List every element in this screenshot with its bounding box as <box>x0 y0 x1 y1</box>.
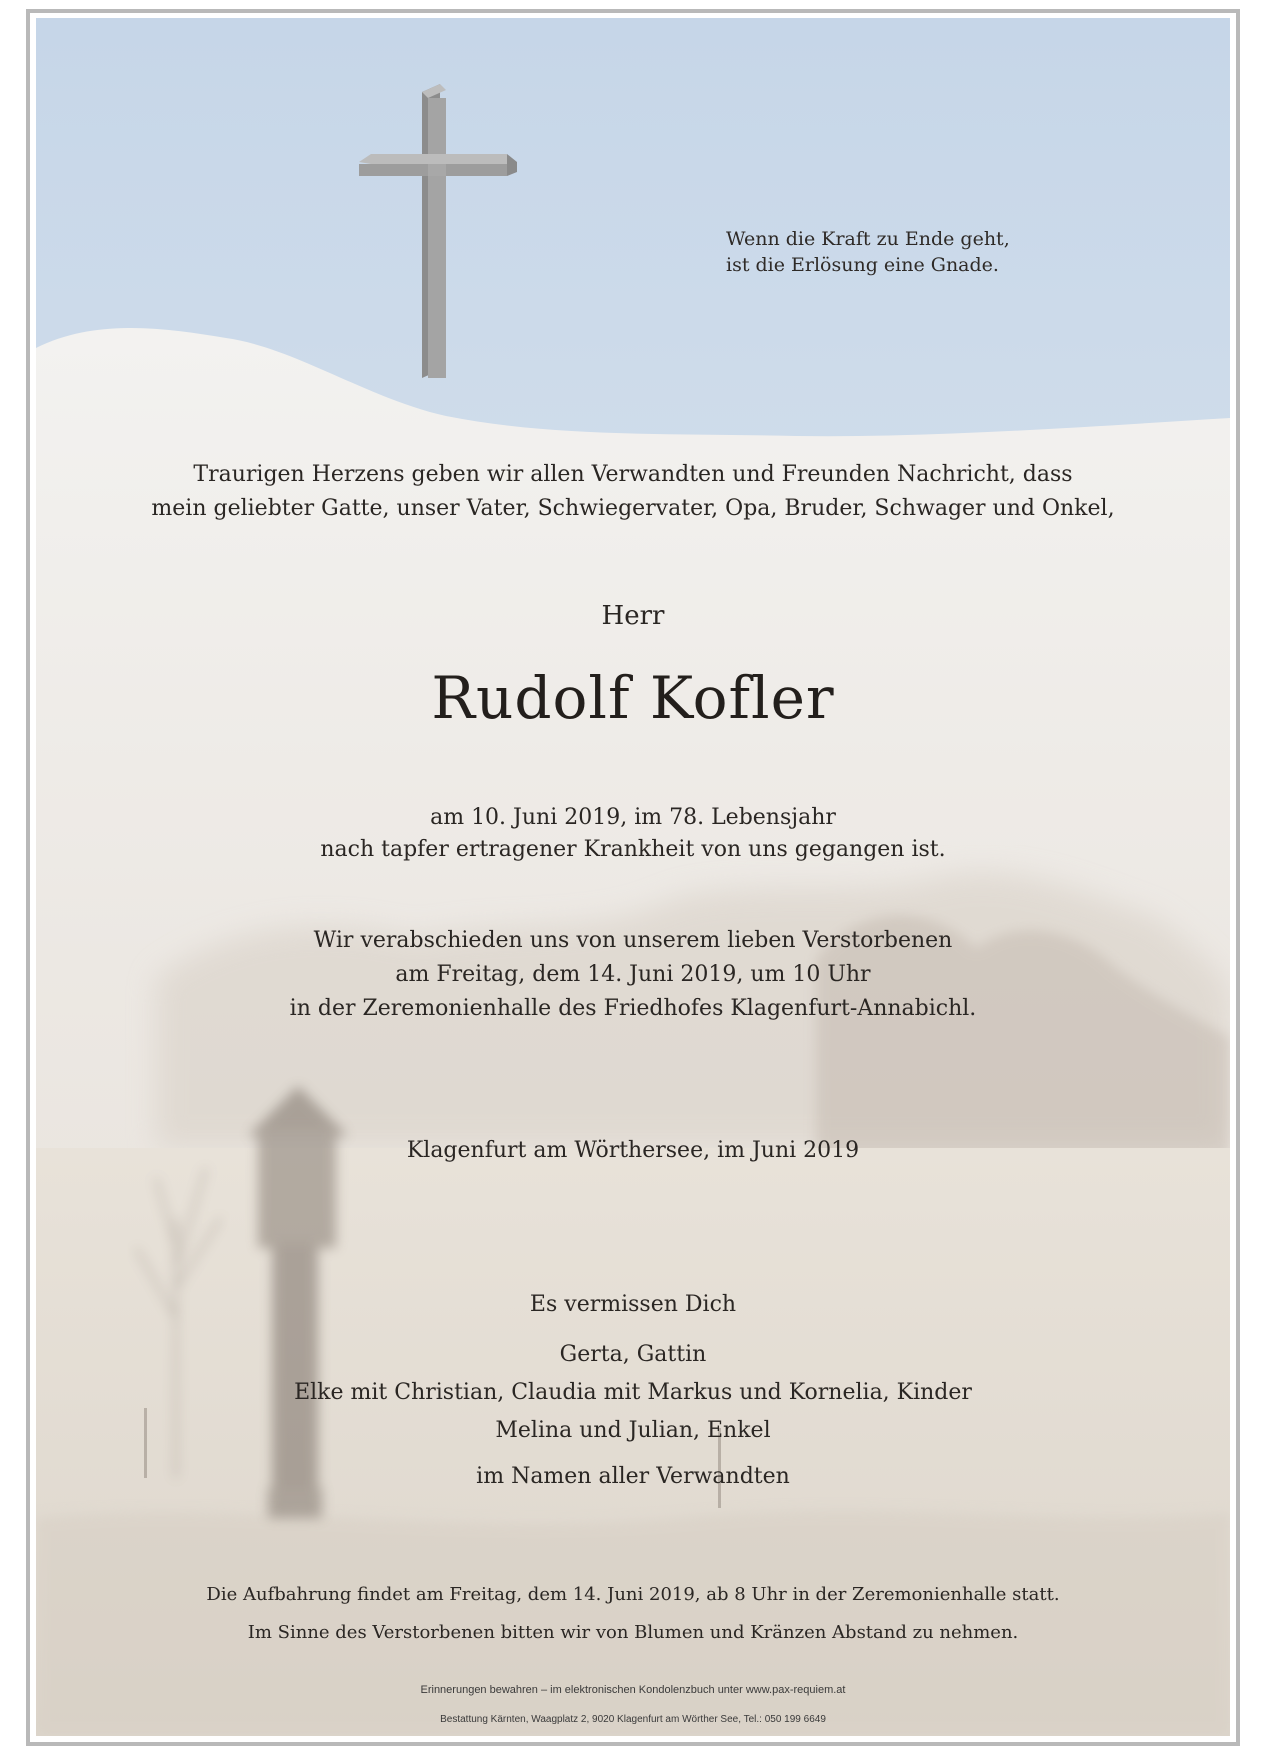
undertaker-info: Bestattung Kärnten, Waagplatz 2, 9020 Klagenfurt am Wörther See, Tel.: 050 199 6649 <box>440 1714 826 1725</box>
funeral-line: in der Zeremonienhalle des Friedhofes Klagenfurt-Annabichl. <box>289 996 977 1021</box>
motto-line: ist die Erlösung eine Gnade. <box>726 254 999 276</box>
intro-line: Traurigen Herzens geben wir allen Verwandten und Freunden Nachricht, dass <box>193 462 1073 487</box>
obituary-content <box>36 18 1230 1736</box>
additional-notes <box>36 1576 1230 1652</box>
intro-line: mein geliebter Gatte, unser Vater, Schwiegervater, Opa, Bruder, Schwager und Onkel, <box>151 496 1115 521</box>
mourners-list <box>36 1336 1230 1496</box>
death-notice <box>36 802 1230 866</box>
mourner-entry: Elke mit Christian, Claudia mit Markus und Kornelia, Kinder <box>294 1380 972 1405</box>
mourners-closing: im Namen aller Verwandten <box>476 1464 790 1489</box>
funeral-details <box>36 924 1230 1026</box>
condolence-book-note: Erinnerungen bewahren – im elektronischen Kondolenzbuch unter www.pax-requiem.at <box>420 1684 846 1696</box>
wake-note: Die Aufbahrung findet am Freitag, dem 14. Juni 2019, ab 8 Uhr in der Zeremonienhalle statt. <box>206 1584 1060 1605</box>
motto-line: Wenn die Kraft zu Ende geht, <box>726 228 1010 250</box>
death-line: nach tapfer ertragener Krankheit von uns gegangen ist. <box>320 837 946 862</box>
flowers-note: Im Sinne des Verstorbenen bitten wir von Blumen und Kränzen Abstand zu nehmen. <box>247 1622 1019 1643</box>
announcement-intro <box>36 458 1230 526</box>
mourner-entry: Melina und Julian, Enkel <box>495 1418 771 1443</box>
place-and-date: Klagenfurt am Wörthersee, im Juni 2019 <box>406 1138 860 1163</box>
deceased-name: Rudolf Kofler <box>431 664 835 732</box>
cross-icon <box>359 84 519 424</box>
death-line: am 10. Juni 2019, im 78. Lebensjahr <box>430 805 836 830</box>
mourner-entry: Gerta, Gattin <box>559 1342 707 1367</box>
funeral-line: am Freitag, dem 14. Juni 2019, um 10 Uhr <box>395 962 871 987</box>
funeral-line: Wir verabschieden uns von unserem lieben Verstorbenen <box>313 928 953 953</box>
salutation: Herr <box>601 601 665 631</box>
mourners-heading: Es vermissen Dich <box>529 1292 737 1317</box>
motto <box>726 226 1146 278</box>
